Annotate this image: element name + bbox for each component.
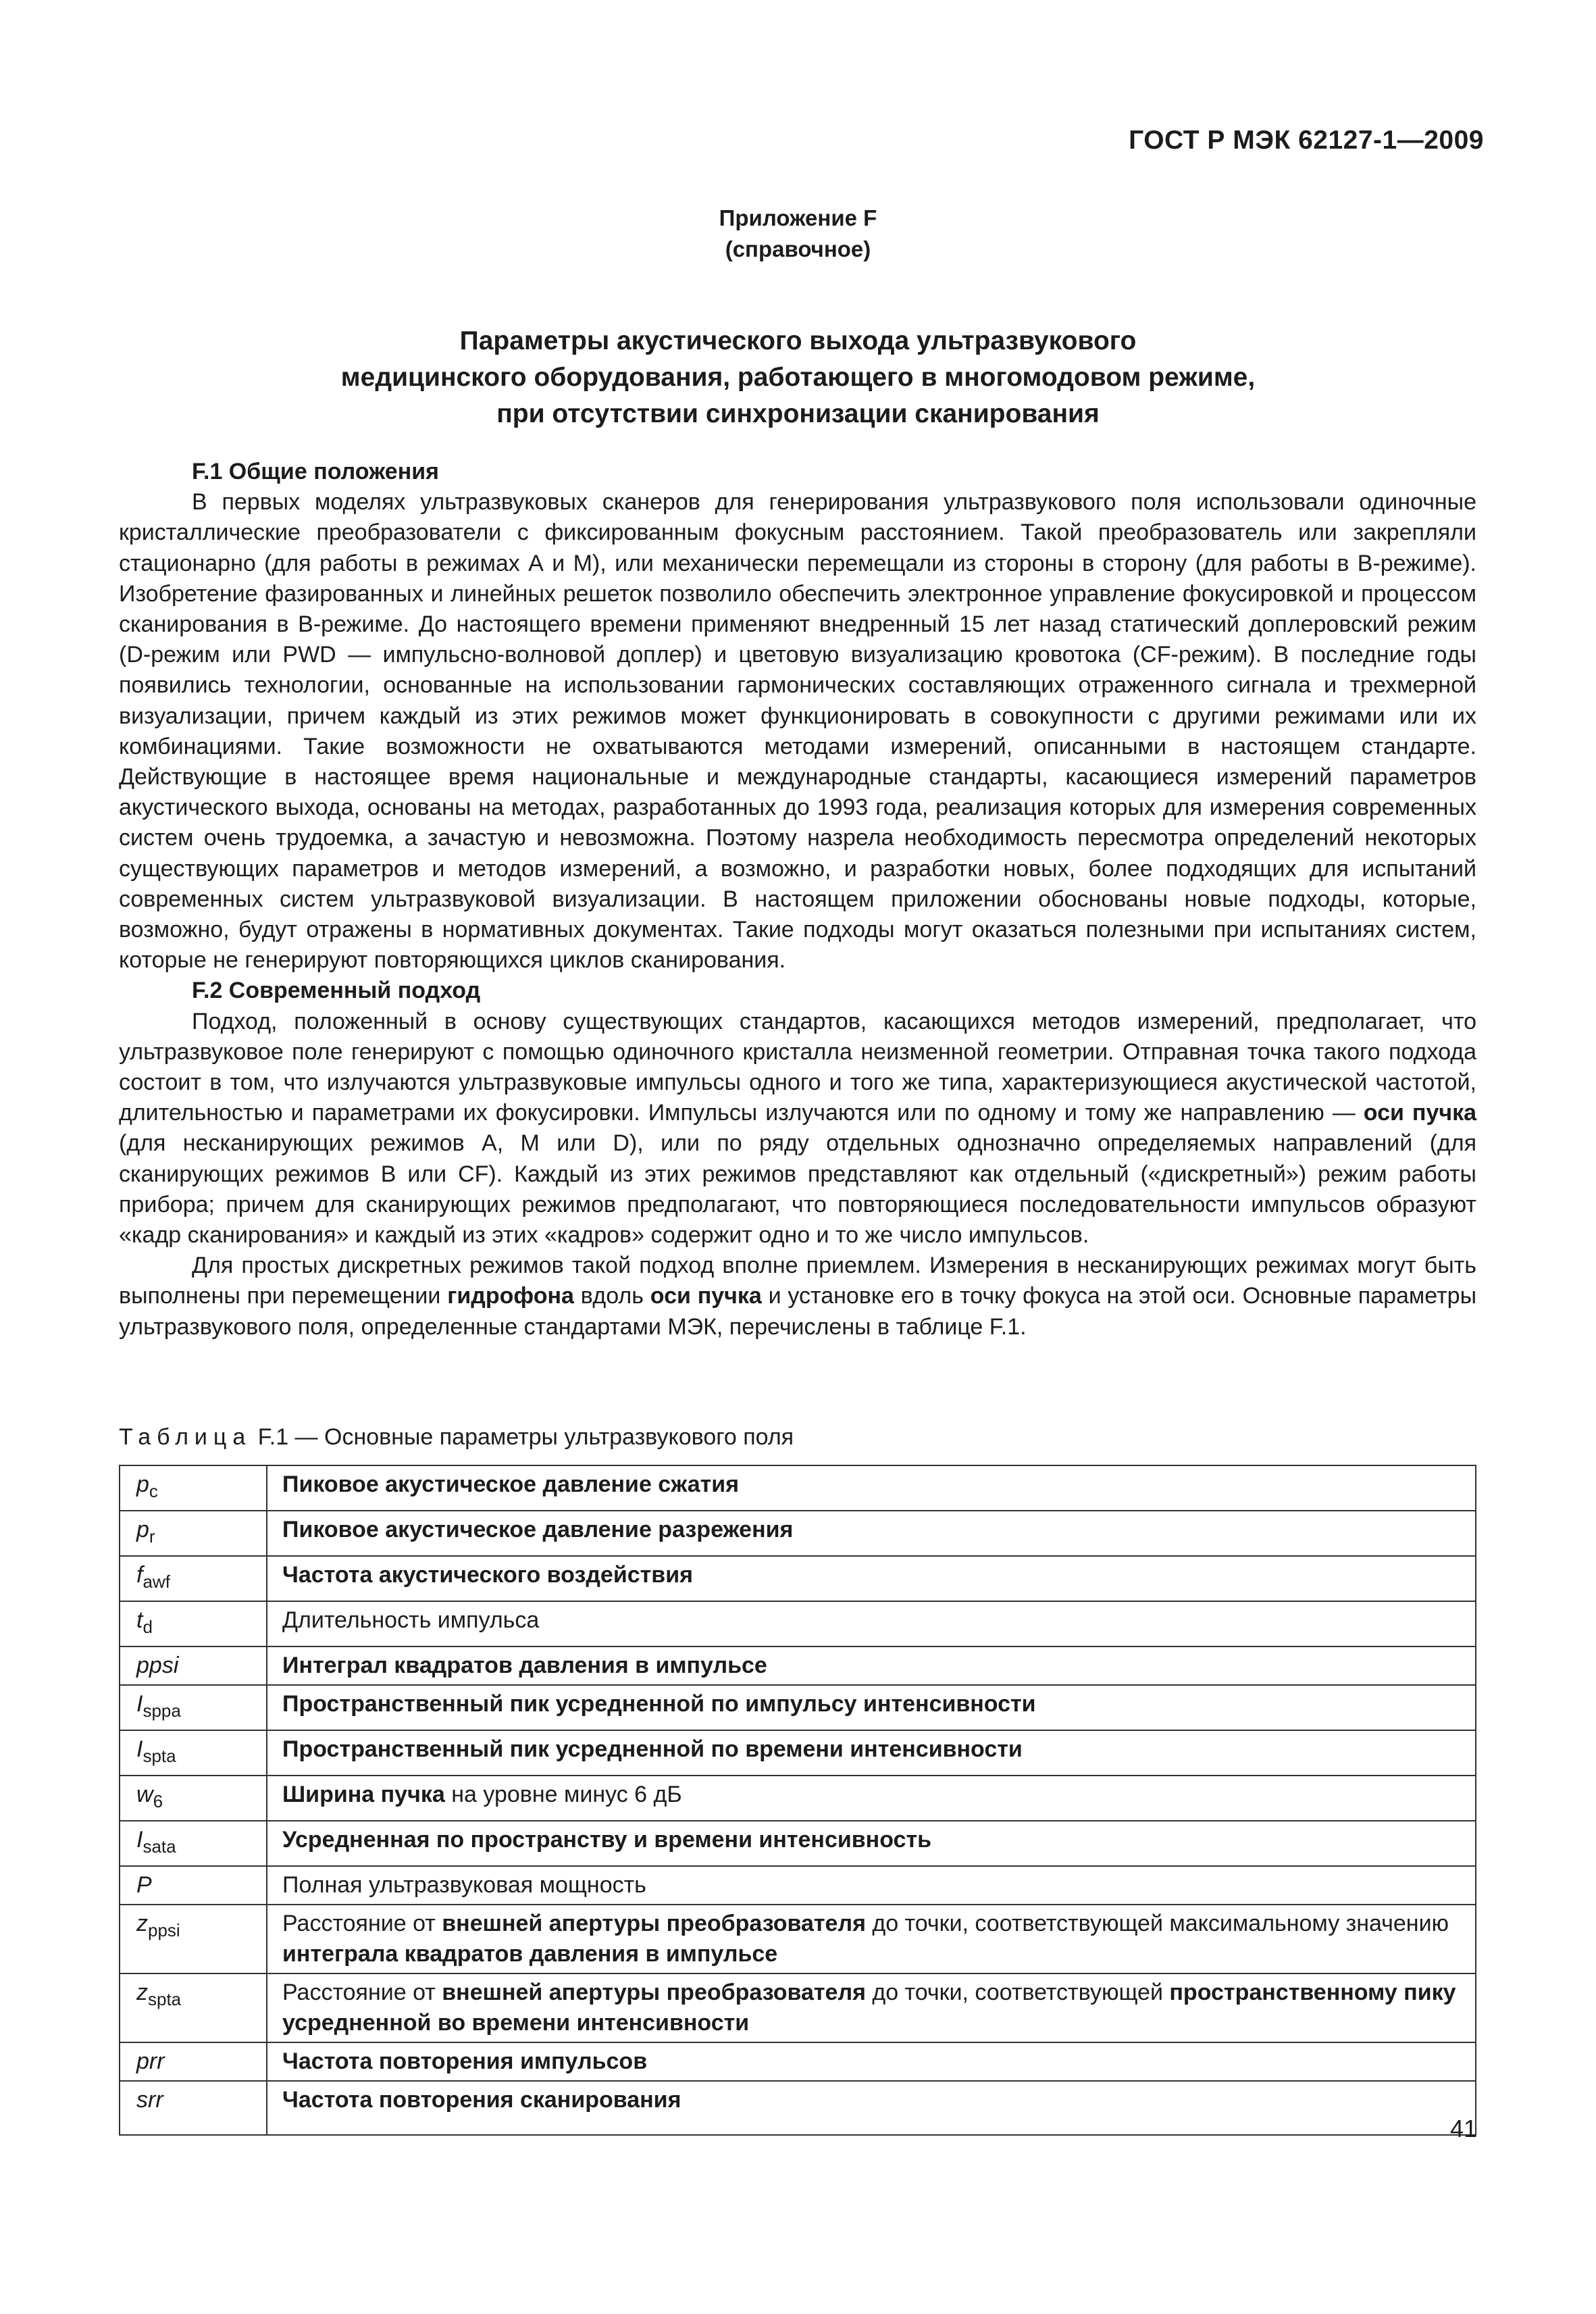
symbol: z bbox=[136, 1980, 148, 2005]
document-id: ГОСТ Р МЭК 62127-1—2009 bbox=[1129, 126, 1484, 155]
symbol-cell bbox=[120, 1465, 267, 1511]
description-cell bbox=[267, 1511, 1476, 1556]
term-beam-axis: оси пучка bbox=[650, 1283, 762, 1309]
symbol-subscript: c bbox=[149, 1481, 158, 1501]
description: Длительность импульса bbox=[282, 1607, 540, 1633]
annex-heading bbox=[0, 203, 1596, 265]
description-cell bbox=[267, 1866, 1476, 1905]
symbol-subscript: spta bbox=[148, 1989, 182, 2009]
symbol: P bbox=[136, 1872, 152, 1898]
symbol-cell bbox=[120, 1511, 267, 1556]
parameters-table bbox=[119, 1465, 1476, 2136]
table-row bbox=[120, 1601, 1476, 1646]
symbol: t bbox=[136, 1607, 143, 1633]
term: пространственному пику усредненной во времени интенсивности bbox=[282, 1980, 1456, 2036]
text-run: Для простых дискретных режимов такой подход вполне приемлем. Измерения в несканирующих режимах могут быть выполнены при перемещении bbox=[119, 1253, 1476, 1309]
symbol-cell bbox=[120, 1821, 267, 1866]
term-beam-axis: оси пучка bbox=[1363, 1100, 1477, 1126]
symbol: z bbox=[136, 1911, 148, 1936]
description-cell bbox=[267, 1685, 1476, 1730]
description: Частота повторения сканирования bbox=[282, 2087, 681, 2113]
table-row bbox=[120, 1646, 1476, 1685]
symbol-cell bbox=[120, 2042, 267, 2081]
term: внешней апертуры преобразователя bbox=[442, 1911, 866, 1936]
annex-title: Приложение F bbox=[719, 205, 877, 230]
description: Полная ультразвуковая мощность bbox=[282, 1872, 646, 1898]
page-number: 41 bbox=[1449, 2115, 1477, 2142]
symbol-subscript: awf bbox=[143, 1571, 170, 1592]
symbol: I bbox=[136, 1691, 143, 1717]
description-rest: на уровне минус 6 дБ bbox=[444, 1782, 682, 1807]
description-cell bbox=[267, 1776, 1476, 1821]
symbol-subscript: spta bbox=[143, 1746, 176, 1766]
description: Пиковое акустическое давление сжатия bbox=[282, 1472, 740, 1497]
text-run: Подход, положенный в основу существующих стандартов, касающихся методов измерений, предполагает, что ультразвуковое поле генерируют с помощью одиночного кристалла неизменной геометрии. Отправная точка такого подхода состоит в том, что излучаются ультразвуковые импульсы одного и того же типа, характеризующиеся акустической частотой, длительностью и параметрами их фокусировки. Импульсы излучаются или по одному и тому же направлению — bbox=[119, 1008, 1476, 1126]
table-row bbox=[120, 2081, 1476, 2135]
text-run: и установке его в точку фокуса на этой оси. Основные параметры ультразвукового поля, определенные стандартами МЭК, перечислены в таблице F.1. bbox=[119, 1283, 1477, 1340]
table-caption-prefix: Таблица bbox=[119, 1424, 252, 1450]
symbol: prr bbox=[136, 2048, 165, 2074]
table-row bbox=[120, 1730, 1476, 1776]
table-row bbox=[120, 1905, 1476, 1973]
description: Частота акустического воздействия bbox=[282, 1562, 693, 1588]
body-text bbox=[119, 457, 1476, 1342]
description-cell bbox=[267, 1601, 1476, 1646]
table-row bbox=[120, 1465, 1476, 1511]
description: Интеграл квадратов давления в импульсе bbox=[282, 1653, 767, 1678]
symbol-subscript: d bbox=[143, 1617, 153, 1637]
title-line: медицинского оборудования, работающего в многомодовом режиме, bbox=[340, 363, 1256, 392]
description: Усредненная по пространству и времени интенсивность bbox=[282, 1827, 931, 1853]
symbol-cell bbox=[120, 1646, 267, 1685]
term: интеграла квадратов давления в импульсе bbox=[282, 1941, 778, 1967]
table-row bbox=[120, 1821, 1476, 1866]
table-row bbox=[120, 2042, 1476, 2081]
text-run: Расстояние от bbox=[282, 1911, 442, 1936]
annex-kind: (справочное) bbox=[725, 236, 871, 261]
symbol-cell bbox=[120, 1905, 267, 1973]
description-cell bbox=[267, 2081, 1476, 2135]
annex-main-title bbox=[0, 323, 1596, 432]
symbol-cell bbox=[120, 1556, 267, 1601]
description-cell bbox=[267, 1821, 1476, 1866]
term: внешней апертуры преобразователя bbox=[442, 1980, 866, 2005]
table-row bbox=[120, 1511, 1476, 1556]
table-row bbox=[120, 1556, 1476, 1601]
title-line: при отсутствии синхронизации сканирования bbox=[496, 399, 1100, 428]
table-caption-text: F.1 — Основные параметры ультразвукового поля bbox=[251, 1424, 794, 1450]
description: Пространственный пик усредненной по импульсу интенсивности bbox=[282, 1691, 1036, 1717]
description-bold: Ширина пучка bbox=[282, 1782, 445, 1807]
paragraph-f2-1 bbox=[119, 1007, 1476, 1251]
section-heading-f2: F.2 Современный подход bbox=[192, 978, 481, 1004]
description: Пиковое акустическое давление разрежения bbox=[282, 1517, 794, 1542]
symbol-cell bbox=[120, 1776, 267, 1821]
symbol-cell bbox=[120, 1973, 267, 2042]
term-hydrophone: гидрофона bbox=[447, 1283, 574, 1309]
symbol: I bbox=[136, 1827, 143, 1853]
description-cell bbox=[267, 2042, 1476, 2081]
description-cell bbox=[267, 1646, 1476, 1685]
table-row bbox=[120, 1776, 1476, 1821]
symbol-cell bbox=[120, 1685, 267, 1730]
symbol: p bbox=[136, 1472, 149, 1497]
symbol-cell bbox=[120, 1866, 267, 1905]
text-run: Расстояние от bbox=[282, 1980, 442, 2005]
symbol: p bbox=[136, 1517, 149, 1542]
description-cell bbox=[267, 1556, 1476, 1601]
text-run: до точки, соответствующей максимальному значению bbox=[865, 1911, 1449, 1936]
table-caption bbox=[119, 1422, 794, 1453]
text-run: вдоль bbox=[573, 1283, 650, 1309]
symbol-subscript: 6 bbox=[153, 1791, 163, 1811]
symbol-cell bbox=[120, 1601, 267, 1646]
description: Пространственный пик усредненной по времени интенсивности bbox=[282, 1736, 1023, 1762]
symbol: srr bbox=[136, 2087, 163, 2113]
description-cell bbox=[267, 1465, 1476, 1511]
symbol-subscript: sata bbox=[143, 1836, 176, 1857]
text-run: (для несканирующих режимов А, М или D), или по ряду отдельных однозначно определяемых направлений (для сканирующих режимов В или CF). Каждый из этих режимов представляют как отдельный («дискретный») режим работы прибора; причем для сканирующих режимов предполагают, что повторяющиеся последовательности импульсов образуют «кадр сканирования» и каждый из этих «кадров» содержит одно и то же число импульсов. bbox=[119, 1130, 1476, 1249]
symbol: f bbox=[136, 1562, 143, 1588]
description-cell bbox=[267, 1905, 1476, 1973]
symbol-subscript: sppa bbox=[143, 1701, 181, 1721]
table-row bbox=[120, 1973, 1476, 2042]
symbol-subscript: r bbox=[149, 1526, 155, 1546]
section-heading-f1: F.1 Общие положения bbox=[192, 459, 439, 484]
description: Частота повторения импульсов bbox=[282, 2048, 648, 2074]
symbol-cell bbox=[120, 1730, 267, 1776]
title-line: Параметры акустического выхода ультразвукового bbox=[459, 326, 1137, 355]
table-row bbox=[120, 1866, 1476, 1905]
paragraph-f1: В первых моделях ультразвуковых сканеров для генерирования ультразвукового поля использовали одиночные кристаллические преобразователи с фиксированным фокусным расстоянием. Такой преобразователь или закрепляли стационарно (для работы в режимах А и М), или механически перемещали из стороны в сторону (для работы в В-режиме). Изобретение фазированных и линейных решеток позволило обеспечить электронное управление фокусировкой и процессом сканирования в В-режиме. До настоящего времени применяют внедренный 15 лет назад статический доплеровский режим (D-режим или PWD — импульсно-волновой доплер) и цветовую визуализацию кровотока (CF-режим). В последние годы появились технологии, основанные на использовании гармонических составляющих отраженного сигнала и трехмерной визуализации, причем каждый из этих режимов может функционировать в совокупности с другими режимами или их комбинациями. Такие возможности не охватываются методами измерений, описанными в настоящем стандарте. Действующие в настоящее время национальные и международные стандарты, касающиеся измерений параметров акустического выхода, основаны на методах, разработанных до 1993 года, реализация которых для измерения современных систем очень трудоемка, а зачастую и невозможна. Поэтому назрела необходимость пересмотра определений некоторых существующих параметров и методов измерений, а возможно, и разработки новых, более подходящих для испытаний современных систем ультразвуковой визуализации. В настоящем приложении обоснованы новые подходы, которые, возможно, будут отражены в нормативных документах. Такие подходы могут оказаться полезными при испытаниях систем, которые не генерируют повторяющихся циклов сканирования. bbox=[119, 489, 1476, 974]
text-run: до точки, соответствующей bbox=[865, 1980, 1170, 2005]
table-row bbox=[120, 1685, 1476, 1730]
paragraph-f2-2 bbox=[119, 1251, 1476, 1342]
symbol-cell bbox=[120, 2081, 267, 2135]
symbol: ppsi bbox=[136, 1653, 179, 1678]
description-cell bbox=[267, 1730, 1476, 1776]
symbol: w bbox=[136, 1782, 153, 1807]
symbol: I bbox=[136, 1736, 143, 1762]
description-cell bbox=[267, 1973, 1476, 2042]
symbol-subscript: ppsi bbox=[148, 1920, 180, 1940]
